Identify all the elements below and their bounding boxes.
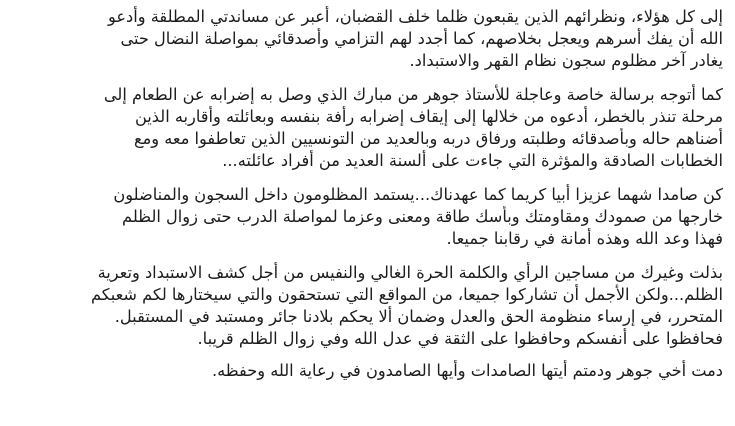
text-line: خارجها من صمودك ومقاومتك وبأسك طاقة ومعنى وعزما لمواصلة الدرب حتى زوال الظلم bbox=[122, 207, 723, 226]
text-line: أضناهم حاله وبأصدقائه وطلبته ورفاق دربه وبالعديد من التونسيين الذين تعاطفوا معه ومع bbox=[134, 129, 723, 148]
text-line: الخطابات الصادقة والمؤثرة التي جاءت على ألسنة العديد من أفراد عائلته... bbox=[222, 151, 723, 170]
text-line: دمت أخي جوهر ودمتم أيتها الصامدات وأيها الصامدون في رعاية الله وحفظه. bbox=[211, 361, 723, 380]
paragraph-message-to-jawhar bbox=[12, 84, 723, 172]
paragraph-closing bbox=[12, 360, 723, 382]
paragraph-steadfastness bbox=[12, 184, 723, 250]
text-line: إلى كل هؤلاء، ونظرائهم الذين يقبعون ظلما خلف القضبان، أعبر عن مساندتي المطلقة وأدعو bbox=[108, 7, 723, 26]
text-line: الظلم...ولكن الأجمل أن تشاركوا جميعا، من المواقع التي تستحقون والتي سيختارها لكم شعبكم bbox=[90, 285, 723, 304]
text-line: فحافظوا على أنفسكم وحافظوا على الثقة في عدل الله وفي زوال الظلم قريبا. bbox=[197, 329, 723, 348]
paragraph-prisoners-of-opinion bbox=[12, 262, 723, 350]
text-line: فهذا وعد الله وهذه أمانة في رقابنا جميعا. bbox=[446, 229, 723, 248]
text-line: كن صامدا شهما عزيزا أبيا كريما كما عهدناك...يستمد المظلومون داخل السجون والمناضلون bbox=[113, 185, 723, 204]
paragraph-solidarity bbox=[12, 6, 723, 72]
text-line: يغادر آخر مظلوم سجون نظام القهر والاستبداد. bbox=[409, 51, 723, 70]
text-line: المتحرر، في إرساء منظومة الحق والعدل وضمان ألا يحكم بلادنا جائر ومستبد في المستقبل. bbox=[114, 307, 723, 326]
text-line: مرحلة تنذر بالخطر، أدعوه من خلالها إلى إيقاف إضرابه رأفة بنفسه وبعائلته وأقاربه الذين bbox=[134, 107, 723, 126]
text-line: بذلت وغيرك من مساجين الرأي والكلمة الحرة الغالي والنفيس من أجل كشف الاستبداد وتعرية bbox=[97, 263, 723, 282]
text-line: كما أتوجه برسالة خاصة وعاجلة للأستاذ جوهر من مبارك الذي وصل به إضرابه عن الطعام إلى bbox=[103, 85, 723, 104]
text-line: الله أن يفك أسرهم ويعجل بخلاصهم، كما أجدد لهم التزامي وأصدقائي بمواصلة النضال حتى bbox=[120, 29, 723, 48]
